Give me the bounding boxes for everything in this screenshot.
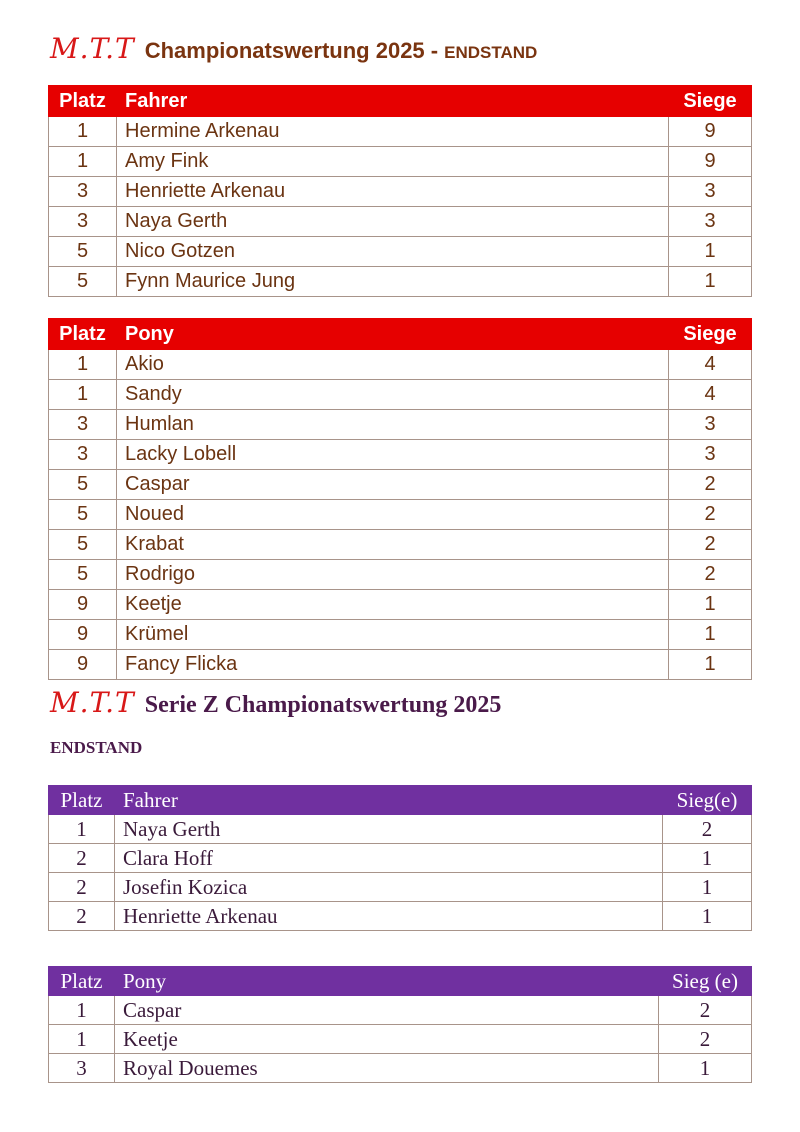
table-row (49, 380, 752, 410)
cell-siege: 2 (659, 996, 752, 1025)
cell-platz: 5 (49, 560, 117, 590)
cell-siege: 3 (669, 440, 752, 470)
table-row (49, 470, 752, 500)
cell-name: Lacky Lobell (117, 440, 669, 470)
table-row (49, 590, 752, 620)
cell-name: Fancy Flicka (117, 650, 669, 680)
cell-name: Henriette Arkenau (117, 177, 669, 207)
col-header-siege: Siege (669, 319, 752, 350)
table-row (49, 267, 752, 297)
table-row (49, 147, 752, 177)
col-header-siege: Sieg (e) (659, 967, 752, 996)
table-row (49, 350, 752, 380)
cell-name: Noued (117, 500, 669, 530)
cell-name: Rodrigo (117, 560, 669, 590)
table-row (49, 650, 752, 680)
cell-platz: 3 (49, 1054, 115, 1083)
cell-platz: 1 (49, 380, 117, 410)
cell-platz: 2 (49, 873, 115, 902)
cell-siege: 1 (663, 844, 752, 873)
table-row (49, 560, 752, 590)
cell-siege: 4 (669, 380, 752, 410)
col-header-platz: Platz (49, 786, 115, 815)
cell-name: Henriette Arkenau (115, 902, 663, 931)
cell-platz: 5 (49, 530, 117, 560)
cell-platz: 5 (49, 267, 117, 297)
cell-name: Caspar (117, 470, 669, 500)
col-header-fahrer: Fahrer (115, 786, 663, 815)
cell-siege: 2 (669, 500, 752, 530)
fahrer-table-main (48, 85, 752, 297)
section1-subtitle: ENDSTAND (444, 43, 538, 62)
cell-platz: 1 (49, 1025, 115, 1054)
cell-name: Keetje (115, 1025, 659, 1054)
table-row (49, 177, 752, 207)
cell-name: Josefin Kozica (115, 873, 663, 902)
pony-table-main (48, 318, 752, 680)
cell-siege: 9 (669, 117, 752, 147)
col-header-platz: Platz (49, 319, 117, 350)
col-header-platz: Platz (49, 86, 117, 117)
table-row (49, 873, 752, 902)
cell-siege: 1 (659, 1054, 752, 1083)
cell-platz: 3 (49, 410, 117, 440)
section1-heading: Championatswertung 2025 - (144, 38, 439, 63)
section1-title (50, 32, 537, 65)
table-row (49, 530, 752, 560)
cell-name: Humlan (117, 410, 669, 440)
cell-siege: 1 (663, 873, 752, 902)
cell-name: Royal Douemes (115, 1054, 659, 1083)
table-row (49, 207, 752, 237)
cell-siege: 2 (669, 530, 752, 560)
table-row (49, 620, 752, 650)
table-row (49, 996, 752, 1025)
col-header-pony: Pony (117, 319, 669, 350)
cell-platz: 1 (49, 147, 117, 177)
cell-platz: 5 (49, 500, 117, 530)
table-header-row (49, 786, 752, 815)
cell-siege: 3 (669, 410, 752, 440)
cell-siege: 1 (669, 237, 752, 267)
cell-name: Nico Gotzen (117, 237, 669, 267)
cell-platz: 9 (49, 590, 117, 620)
table-row (49, 902, 752, 931)
section2-subtitle: ENDSTAND (50, 738, 143, 757)
section2-heading: Serie Z Championatswertung 2025 (144, 692, 502, 718)
table-row (49, 440, 752, 470)
cell-platz: 5 (49, 237, 117, 267)
cell-platz: 3 (49, 177, 117, 207)
cell-name: Naya Gerth (115, 815, 663, 844)
cell-siege: 2 (659, 1025, 752, 1054)
cell-name: Keetje (117, 590, 669, 620)
table-row (49, 1025, 752, 1054)
mtt-logo: M.T.T (50, 32, 135, 65)
table-header-row (49, 86, 752, 117)
cell-name: Akio (117, 350, 669, 380)
cell-platz: 2 (49, 844, 115, 873)
cell-siege: 1 (669, 620, 752, 650)
table-row (49, 815, 752, 844)
cell-platz: 2 (49, 902, 115, 931)
cell-name: Clara Hoff (115, 844, 663, 873)
col-header-platz: Platz (49, 967, 115, 996)
cell-siege: 4 (669, 350, 752, 380)
cell-name: Sandy (117, 380, 669, 410)
cell-platz: 5 (49, 470, 117, 500)
col-header-fahrer: Fahrer (117, 86, 669, 117)
fahrer-table-serie-z (48, 785, 752, 931)
col-header-siege: Sieg(e) (663, 786, 752, 815)
cell-name: Amy Fink (117, 147, 669, 177)
cell-name: Naya Gerth (117, 207, 669, 237)
cell-name: Fynn Maurice Jung (117, 267, 669, 297)
cell-platz: 1 (49, 815, 115, 844)
cell-siege: 1 (669, 650, 752, 680)
cell-platz: 1 (49, 117, 117, 147)
cell-siege: 1 (663, 902, 752, 931)
cell-name: Caspar (115, 996, 659, 1025)
section2-title (50, 686, 501, 719)
table-row (49, 844, 752, 873)
cell-platz: 9 (49, 650, 117, 680)
cell-siege: 1 (669, 267, 752, 297)
cell-platz: 1 (49, 996, 115, 1025)
table-row (49, 1054, 752, 1083)
col-header-pony: Pony (115, 967, 659, 996)
cell-name: Krabat (117, 530, 669, 560)
cell-siege: 2 (669, 470, 752, 500)
cell-name: Krümel (117, 620, 669, 650)
table-header-row (49, 319, 752, 350)
cell-siege: 3 (669, 177, 752, 207)
pony-table-serie-z (48, 966, 752, 1083)
cell-platz: 9 (49, 620, 117, 650)
table-row (49, 500, 752, 530)
cell-siege: 9 (669, 147, 752, 177)
table-row (49, 117, 752, 147)
table-row (49, 237, 752, 267)
cell-platz: 3 (49, 207, 117, 237)
table-row (49, 410, 752, 440)
cell-platz: 1 (49, 350, 117, 380)
cell-siege: 3 (669, 207, 752, 237)
cell-siege: 2 (663, 815, 752, 844)
col-header-siege: Siege (669, 86, 752, 117)
cell-platz: 3 (49, 440, 117, 470)
cell-siege: 1 (669, 590, 752, 620)
cell-name: Hermine Arkenau (117, 117, 669, 147)
cell-siege: 2 (669, 560, 752, 590)
mtt-logo: M.T.T (50, 686, 135, 719)
table-header-row (49, 967, 752, 996)
